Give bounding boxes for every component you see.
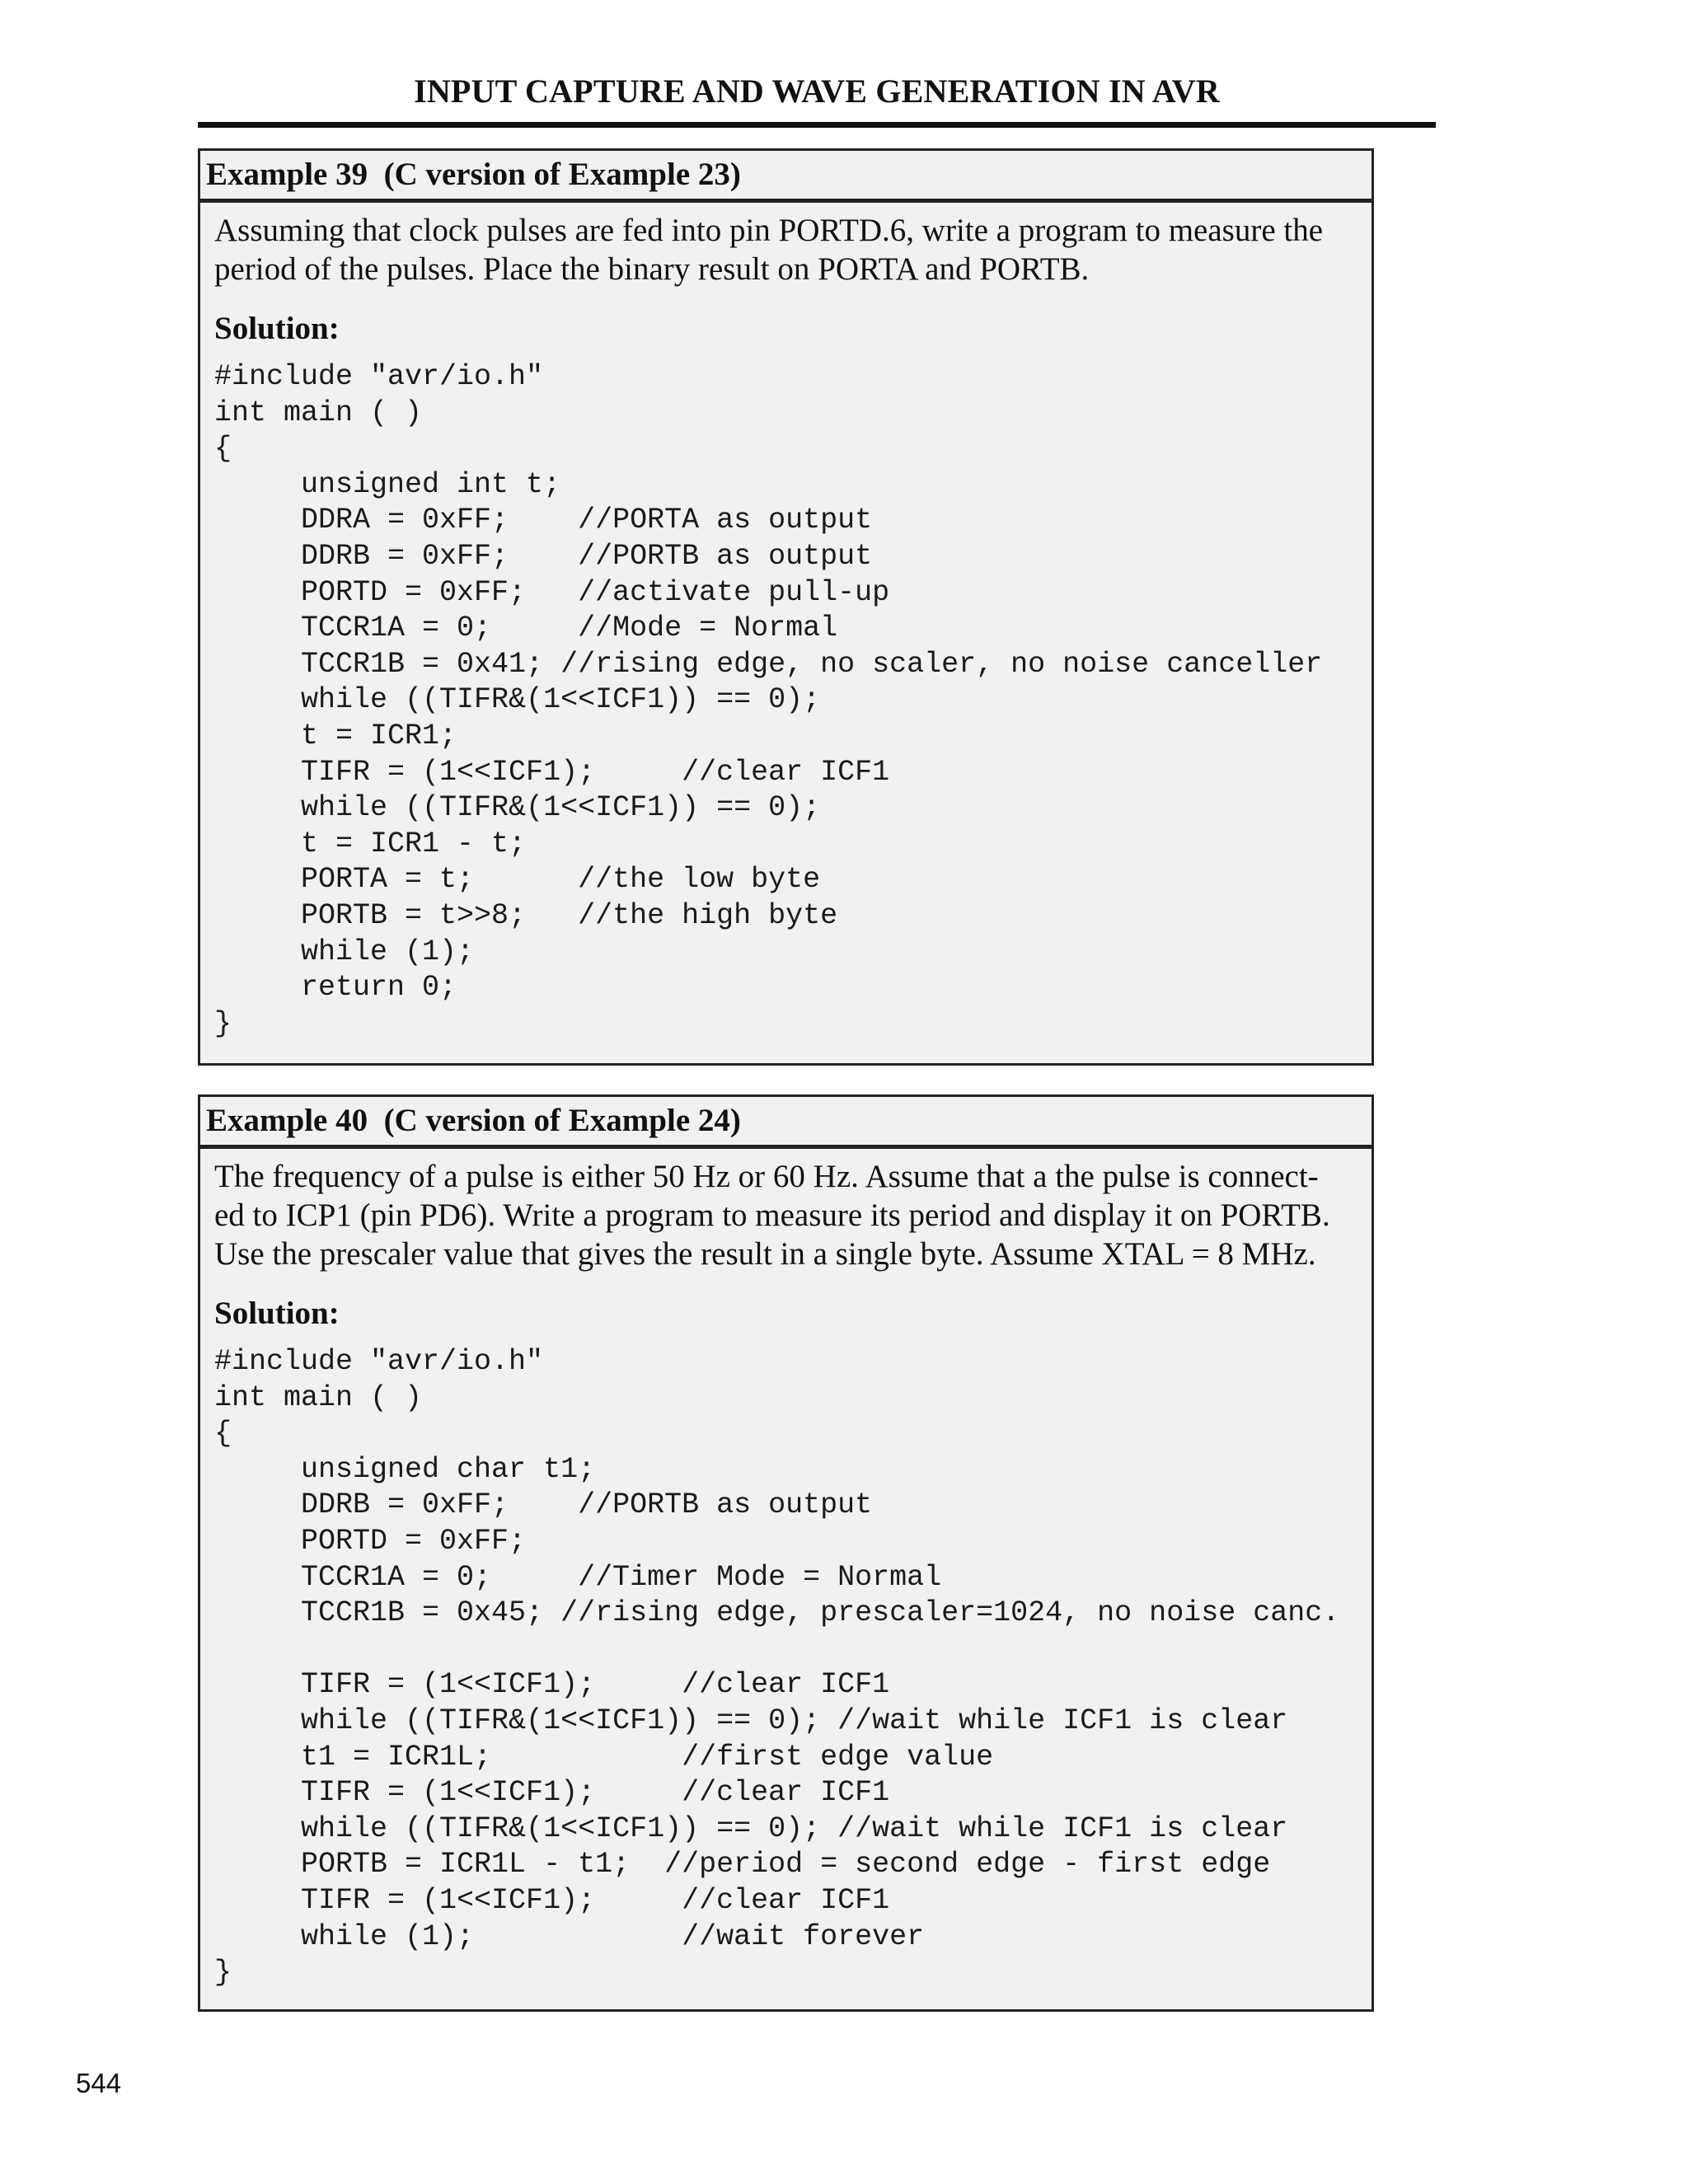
example-title: Example 39 (C version of Example 23) <box>200 151 1372 203</box>
example-title: Example 40 (C version of Example 24) <box>200 1097 1372 1149</box>
solution-label: Solution: <box>214 311 340 346</box>
problem-statement: The frequency of a pulse is either 50 Hz or 60 Hz. Assume that a the pulse is connect- ed to ICP1 (pin PD6). Write a program to measure its period and display it on PORTB. Use the prescaler value that gives the result in a single byte. Assume XTAL = 8 MHz. <box>214 1159 1330 1272</box>
example-body <box>200 1149 1372 1991</box>
page-number: 544 <box>76 2068 122 2098</box>
running-head: INPUT CAPTURE AND WAVE GENERATION IN AVR <box>414 73 1220 110</box>
header-rule <box>198 122 1436 128</box>
code-listing: #include "avr/io.h" int main ( ) { unsigned char t1; DDRB = 0xFF; //PORTB as output PORTD = 0xFF; TCCR1A = 0; //Timer Mode = Normal TCCR1B = 0x45; //rising edge, prescaler=1024, no noise canc. TIFR = (1<<ICF1); //clear ICF1 while ((TIFR&(1<<ICF1)) == 0); //wait while ICF1 is clear t1 = ICR1L; //first edge value TIFR = (1<<ICF1); //clear ICF1 while ((TIFR&(1<<ICF1)) == 0); //wait while ICF1 is clear PORTB = ICR1L - t1; //period = second edge - first edge TIFR = (1<<ICF1); //clear ICF1 while (1); //wait forever } <box>214 1345 1340 1990</box>
example-box <box>198 1094 1374 2012</box>
example-body <box>200 203 1372 1042</box>
solution-label: Solution: <box>214 1296 340 1331</box>
example-box <box>198 148 1374 1066</box>
code-listing: #include "avr/io.h" int main ( ) { unsigned int t; DDRA = 0xFF; //PORTA as output DDRB = 0xFF; //PORTB as output PORTD = 0xFF; //activate pull-up TCCR1A = 0; //Mode = Normal TCCR1B = 0x41; //rising edge, no scaler, no noise canceller while ((TIFR&(1<<ICF1)) == 0); t = ICR1; TIFR = (1<<ICF1); //clear ICF1 while ((TIFR&(1<<ICF1)) == 0); t = ICR1 - t; PORTA = t; //the low byte PORTB = t>>8; //the high byte while (1); return 0; } <box>214 360 1323 1040</box>
problem-statement: Assuming that clock pulses are fed into pin PORTD.6, write a program to measure the period of the pulses. Place the binary result on PORTA and PORTB. <box>214 213 1324 287</box>
